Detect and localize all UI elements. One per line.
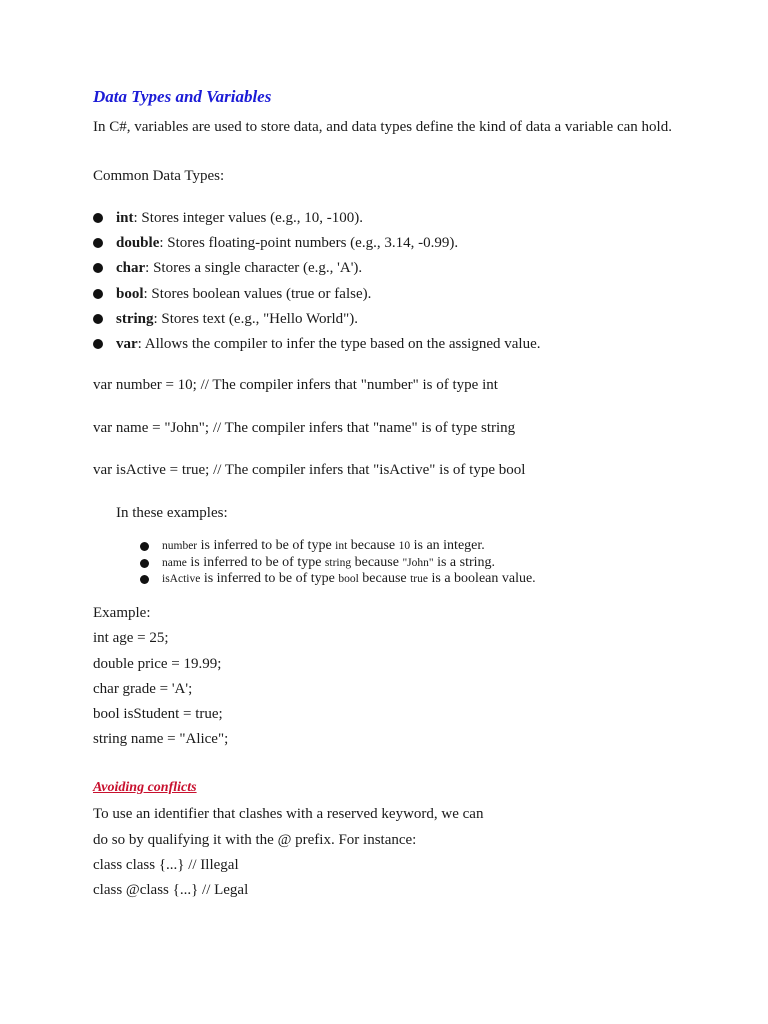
- var-example-line: var isActive = true; // The compiler infers that "isActive" is of type bool: [93, 462, 526, 478]
- in-these-examples-label: In these examples:: [116, 505, 228, 521]
- code-line: int age = 25;: [93, 630, 169, 646]
- bullet-icon: [93, 238, 103, 248]
- conflicts-text-line: do so by qualifying it with the @ prefix. For instance:: [93, 832, 417, 848]
- code-line: char grade = 'A';: [93, 681, 193, 697]
- list-item: bool: Stores boolean values (true or false).: [93, 283, 541, 308]
- conflicts-text-line: To use an identifier that clashes with a reserved keyword, we can: [93, 806, 484, 822]
- bullet-icon: [93, 289, 103, 299]
- common-types-label: Common Data Types:: [93, 168, 225, 184]
- list-item: name is inferred to be of type string because "John" is a string.: [140, 555, 536, 572]
- list-item: var: Allows the compiler to infer the type based on the assigned value.: [93, 333, 541, 358]
- bullet-icon: [140, 559, 149, 568]
- list-item: int: Stores integer values (e.g., 10, -100).: [93, 207, 541, 232]
- list-item: char: Stores a single character (e.g., 'A').: [93, 257, 541, 282]
- code-line: bool isStudent = true;: [93, 706, 223, 722]
- conflicts-heading: Avoiding conflicts: [93, 780, 197, 795]
- bullet-icon: [140, 575, 149, 584]
- inferred-list: [140, 538, 536, 588]
- code-line: class @class {...} // Legal: [93, 882, 249, 898]
- intro-paragraph: In C#, variables are used to store data, and data types define the kind of data a variable can hold.: [93, 119, 672, 135]
- bullet-icon: [93, 314, 103, 324]
- code-line: double price = 19.99;: [93, 656, 222, 672]
- bullet-icon: [93, 263, 103, 273]
- bullet-icon: [93, 339, 103, 349]
- section-title: Data Types and Variables: [93, 87, 272, 106]
- code-line: string name = "Alice";: [93, 731, 229, 747]
- var-example-line: var name = "John"; // The compiler infers that "name" is of type string: [93, 420, 516, 436]
- var-example-line: var number = 10; // The compiler infers that "number" is of type int: [93, 377, 498, 393]
- list-item: double: Stores floating-point numbers (e.g., 3.14, -0.99).: [93, 232, 541, 257]
- code-line: class class {...} // Illegal: [93, 857, 239, 873]
- bullet-icon: [140, 542, 149, 551]
- list-item: isActive is inferred to be of type bool because true is a boolean value.: [140, 571, 536, 588]
- example-label: Example:: [93, 605, 151, 621]
- data-types-list: [93, 207, 541, 358]
- list-item: string: Stores text (e.g., "Hello World").: [93, 308, 541, 333]
- list-item: number is inferred to be of type int because 10 is an integer.: [140, 538, 536, 555]
- bullet-icon: [93, 213, 103, 223]
